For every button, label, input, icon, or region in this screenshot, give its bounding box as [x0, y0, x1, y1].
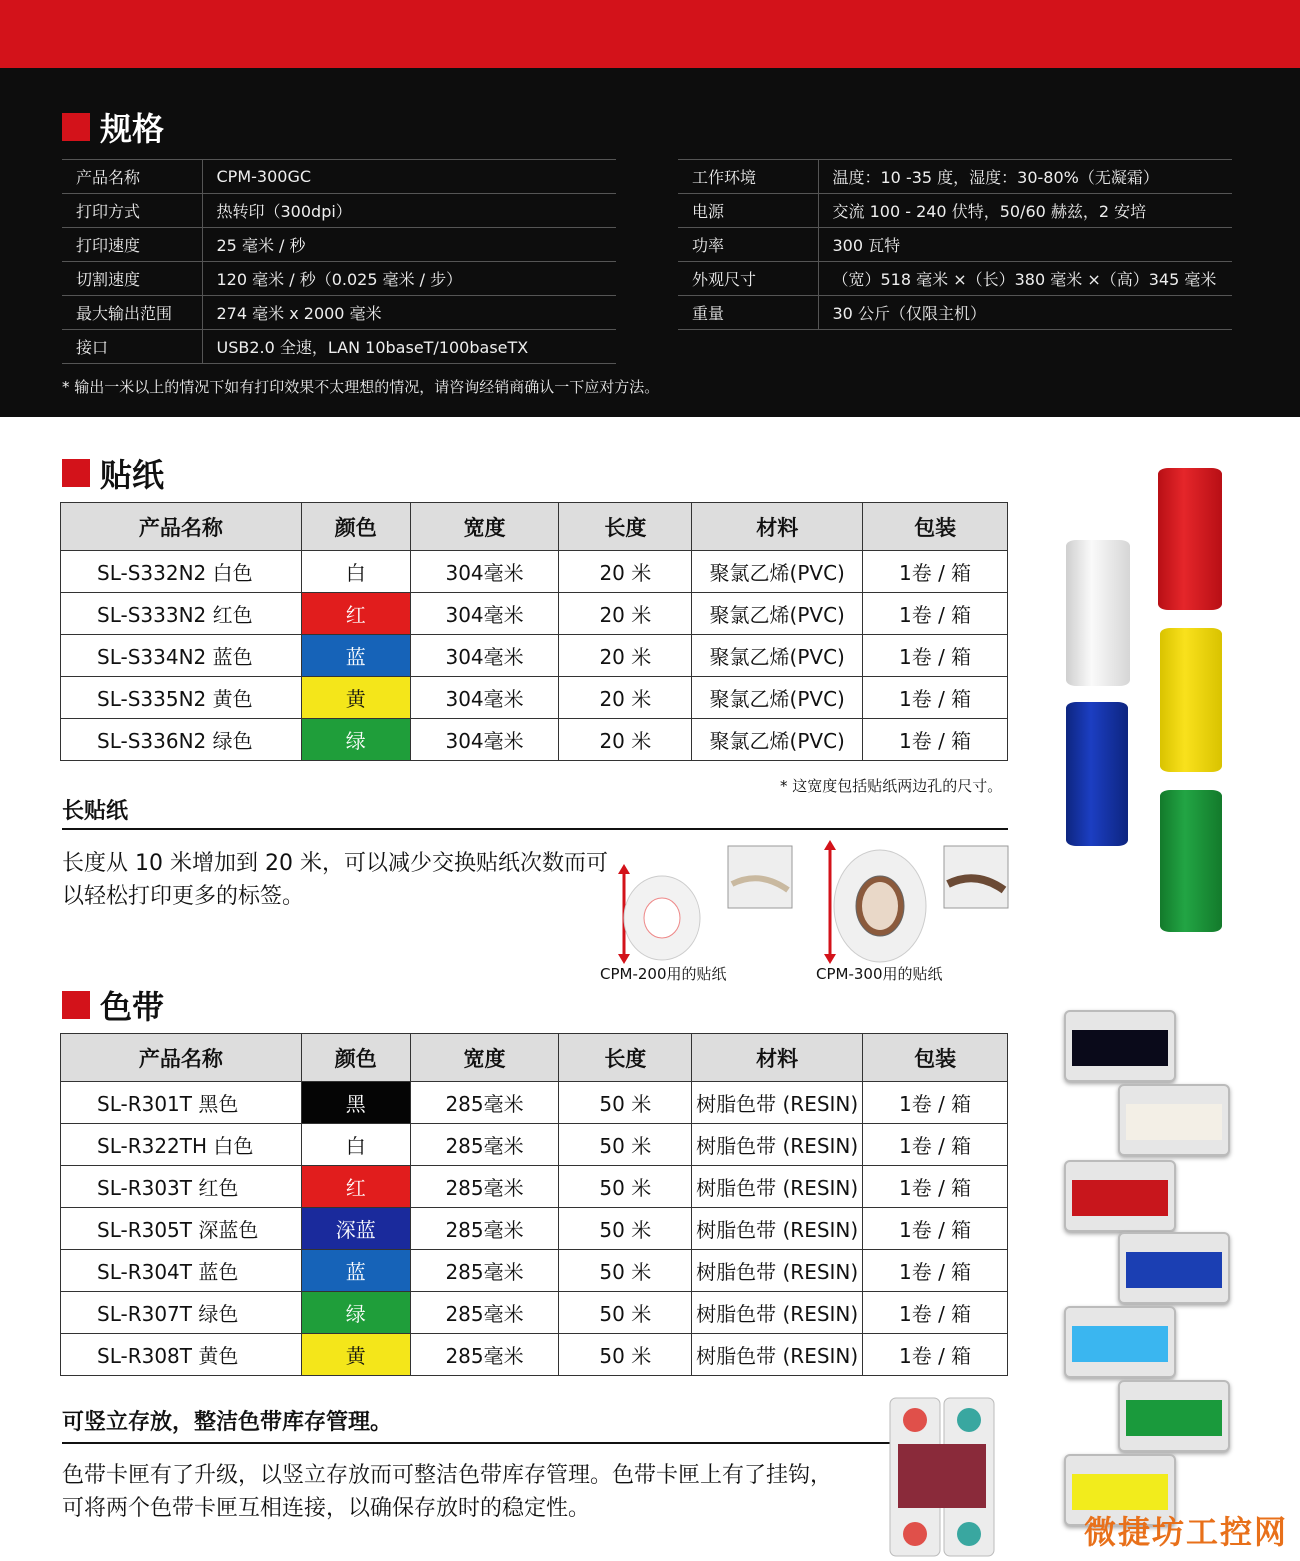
cell-length: 50 米 — [559, 1124, 692, 1166]
spec-label: 电源 — [678, 194, 818, 228]
spec-row — [678, 160, 1232, 194]
cell-name: SL-S335N2 黄色 — [61, 677, 302, 719]
cell-name: SL-R301T 黑色 — [61, 1082, 302, 1124]
cell-color: 红 — [301, 1166, 410, 1208]
watermark: 微捷坊工控网 — [1083, 1513, 1288, 1551]
stickers-heading — [62, 450, 164, 496]
cell-name: SL-R307T 绿色 — [61, 1292, 302, 1334]
cell-length: 50 米 — [559, 1250, 692, 1292]
storage-text: 色带卡匣有了升级，以竖立存放而可整洁色带库存管理。色带卡匣上有了挂钩，可将两个色带卡匣互相连接，以确保存放时的稳定性。 — [62, 1463, 833, 1521]
cell-material: 树脂色带 (RESIN) — [692, 1124, 863, 1166]
cell-width: 285毫米 — [410, 1208, 559, 1250]
stickers-table — [60, 502, 1008, 761]
white-ribbon-cartridge — [1118, 1084, 1230, 1156]
spec-row — [678, 262, 1232, 296]
table-row — [61, 1334, 1008, 1376]
spec-label: 外观尺寸 — [678, 262, 818, 296]
red-square-icon — [62, 991, 90, 1019]
spec-row — [62, 262, 616, 296]
arrow-up-icon — [618, 864, 630, 874]
table-row — [61, 593, 1008, 635]
cell-pack: 1卷 / 箱 — [863, 1292, 1008, 1334]
column-header: 长度 — [559, 1034, 692, 1082]
cell-pack: 1卷 / 箱 — [863, 593, 1008, 635]
cell-length: 20 米 — [559, 719, 692, 761]
spec-value: 274 毫米 x 2000 毫米 — [202, 296, 616, 330]
spec-value: CPM-300GC — [202, 160, 616, 194]
green-ribbon-cartridge — [1118, 1380, 1230, 1452]
cell-length: 20 米 — [559, 677, 692, 719]
ribbon-cassette-stand-illustration — [884, 1394, 1004, 1560]
spec-value: （宽）518 毫米 ×（长）380 毫米 ×（高）345 毫米 — [818, 262, 1232, 296]
column-header: 产品名称 — [61, 1034, 302, 1082]
cell-pack: 1卷 / 箱 — [863, 719, 1008, 761]
cell-width: 285毫米 — [410, 1082, 559, 1124]
specs-note: * 输出一米以上的情况下如有打印效果不太理想的情况，请咨询经销商确认一下应对方法。 — [62, 378, 660, 396]
spec-label: 打印方式 — [62, 194, 202, 228]
cell-length: 50 米 — [559, 1334, 692, 1376]
black-ribbon-cartridge — [1064, 1010, 1176, 1082]
spec-row — [62, 330, 616, 364]
cell-pack: 1卷 / 箱 — [863, 1334, 1008, 1376]
table-row — [61, 1208, 1008, 1250]
cell-color: 白 — [301, 551, 410, 593]
stickers-note: * 这宽度包括贴纸两边孔的尺寸。 — [780, 777, 1003, 795]
column-header: 包装 — [863, 503, 1008, 551]
blue-roll — [1066, 702, 1128, 846]
cell-name: SL-S332N2 白色 — [61, 551, 302, 593]
cell-length: 20 米 — [559, 593, 692, 635]
cell-pack: 1卷 / 箱 — [863, 1166, 1008, 1208]
cell-name: SL-R322TH 白色 — [61, 1124, 302, 1166]
cell-color: 绿 — [301, 1292, 410, 1334]
cell-name: SL-R305T 深蓝色 — [61, 1208, 302, 1250]
green-roll — [1160, 790, 1222, 932]
cell-width: 285毫米 — [410, 1124, 559, 1166]
column-header: 包装 — [863, 1034, 1008, 1082]
cell-width: 285毫米 — [410, 1166, 559, 1208]
navy-ribbon-cartridge — [1118, 1232, 1230, 1304]
white-roll — [1066, 540, 1130, 686]
cell-width: 304毫米 — [410, 551, 559, 593]
table-header-row — [61, 1034, 1008, 1082]
cell-material: 聚氯乙烯(PVC) — [692, 677, 863, 719]
red-square-icon — [62, 459, 90, 487]
spec-value: 120 毫米 / 秒（0.025 毫米 / 步） — [202, 262, 616, 296]
spec-row — [678, 228, 1232, 262]
spec-label: 打印速度 — [62, 228, 202, 262]
specs-heading — [62, 104, 164, 150]
ribbons-table — [60, 1033, 1008, 1376]
divider — [62, 1442, 908, 1444]
specs-title: 规格 — [100, 110, 165, 148]
cell-pack: 1卷 / 箱 — [863, 1250, 1008, 1292]
cell-material: 聚氯乙烯(PVC) — [692, 593, 863, 635]
cell-color: 黄 — [301, 1334, 410, 1376]
spec-row — [62, 160, 616, 194]
cell-color: 蓝 — [301, 635, 410, 677]
cell-name: SL-S336N2 绿色 — [61, 719, 302, 761]
cell-pack: 1卷 / 箱 — [863, 551, 1008, 593]
cell-pack: 1卷 / 箱 — [863, 635, 1008, 677]
cell-color: 绿 — [301, 719, 410, 761]
cell-color: 深蓝 — [301, 1208, 410, 1250]
column-header: 材料 — [692, 503, 863, 551]
red-roll — [1158, 468, 1222, 610]
spec-row — [62, 228, 616, 262]
cell-length: 50 米 — [559, 1292, 692, 1334]
red-square-icon — [62, 113, 90, 141]
table-header-row — [61, 503, 1008, 551]
cell-color: 红 — [301, 593, 410, 635]
table-row — [61, 1082, 1008, 1124]
cell-material: 树脂色带 (RESIN) — [692, 1250, 863, 1292]
cell-color: 黄 — [301, 677, 410, 719]
cell-pack: 1卷 / 箱 — [863, 1208, 1008, 1250]
cell-material: 树脂色带 (RESIN) — [692, 1082, 863, 1124]
blue-ribbon-cartridge — [1064, 1306, 1176, 1378]
spec-label: 接口 — [62, 330, 202, 364]
column-header: 颜色 — [301, 1034, 410, 1082]
column-header: 宽度 — [410, 1034, 559, 1082]
cell-pack: 1卷 / 箱 — [863, 1082, 1008, 1124]
cell-length: 50 米 — [559, 1166, 692, 1208]
table-row — [61, 1250, 1008, 1292]
cell-color: 白 — [301, 1124, 410, 1166]
table-row — [61, 719, 1008, 761]
cell-pack: 1卷 / 箱 — [863, 677, 1008, 719]
storage-heading: 可竖立存放，整洁色带库存管理。 — [62, 1410, 393, 1435]
long-sticker-text: 长度从 10 米增加到 20 米，可以减少交换贴纸次数而可以轻松打印更多的标签。 — [62, 851, 608, 909]
spec-value: 热转印（300dpi） — [202, 194, 616, 228]
spec-value: 温度：10 -35 度，湿度：30-80%（无凝霜） — [818, 160, 1232, 194]
cell-material: 聚氯乙烯(PVC) — [692, 635, 863, 677]
cell-name: SL-S334N2 蓝色 — [61, 635, 302, 677]
spec-label: 切割速度 — [62, 262, 202, 296]
cell-material: 树脂色带 (RESIN) — [692, 1208, 863, 1250]
spec-label: 功率 — [678, 228, 818, 262]
long-sticker-heading: 长贴纸 — [62, 799, 129, 824]
cell-width: 285毫米 — [410, 1292, 559, 1334]
spec-value: 交流 100 - 240 伏特，50/60 赫兹，2 安培 — [818, 194, 1232, 228]
divider — [62, 828, 1008, 830]
cell-name: SL-S333N2 红色 — [61, 593, 302, 635]
cpm200-caption: CPM-200用的贴纸 — [600, 965, 727, 983]
table-row — [61, 1292, 1008, 1334]
cell-width: 285毫米 — [410, 1334, 559, 1376]
cell-width: 285毫米 — [410, 1250, 559, 1292]
cell-length: 50 米 — [559, 1208, 692, 1250]
spec-value: USB2.0 全速，LAN 10baseT/100baseTX — [202, 330, 616, 364]
spec-value: 25 毫米 / 秒 — [202, 228, 616, 262]
spec-row — [62, 296, 616, 330]
table-row — [61, 1124, 1008, 1166]
cell-length: 20 米 — [559, 551, 692, 593]
cell-width: 304毫米 — [410, 635, 559, 677]
cell-width: 304毫米 — [410, 719, 559, 761]
cell-length: 50 米 — [559, 1082, 692, 1124]
cell-width: 304毫米 — [410, 677, 559, 719]
ribbons-heading — [62, 982, 164, 1028]
cell-name: SL-R303T 红色 — [61, 1166, 302, 1208]
spec-row — [62, 194, 616, 228]
spec-value: 30 公斤（仅限主机） — [818, 296, 1232, 330]
column-header: 长度 — [559, 503, 692, 551]
cell-color: 蓝 — [301, 1250, 410, 1292]
sticker-roll-illustrations — [600, 840, 1020, 965]
arrow-up-icon — [824, 840, 836, 850]
cell-name: SL-R308T 黄色 — [61, 1334, 302, 1376]
cell-name: SL-R304T 蓝色 — [61, 1250, 302, 1292]
spec-label: 产品名称 — [62, 160, 202, 194]
table-row — [61, 635, 1008, 677]
table-row — [61, 677, 1008, 719]
cpm300-caption: CPM-300用的贴纸 — [816, 965, 943, 983]
yellow-roll — [1160, 628, 1222, 772]
column-header: 颜色 — [301, 503, 410, 551]
table-row — [61, 1166, 1008, 1208]
cell-width: 304毫米 — [410, 593, 559, 635]
spec-row — [678, 296, 1232, 330]
ribbons-title: 色带 — [100, 988, 165, 1026]
stickers-title: 贴纸 — [100, 456, 165, 494]
cell-material: 聚氯乙烯(PVC) — [692, 551, 863, 593]
cell-color: 黑 — [301, 1082, 410, 1124]
specs-table-right — [678, 159, 1232, 330]
specs-table-left — [62, 159, 616, 364]
spec-label: 重量 — [678, 296, 818, 330]
spec-value: 300 瓦特 — [818, 228, 1232, 262]
table-row — [61, 551, 1008, 593]
spec-label: 工作环境 — [678, 160, 818, 194]
spec-row — [678, 194, 1232, 228]
cell-length: 20 米 — [559, 635, 692, 677]
spec-label: 最大输出范围 — [62, 296, 202, 330]
top-red-bar — [0, 0, 1300, 68]
column-header: 产品名称 — [61, 503, 302, 551]
column-header: 宽度 — [410, 503, 559, 551]
column-header: 材料 — [692, 1034, 863, 1082]
cell-material: 树脂色带 (RESIN) — [692, 1292, 863, 1334]
cell-material: 树脂色带 (RESIN) — [692, 1334, 863, 1376]
cell-material: 树脂色带 (RESIN) — [692, 1166, 863, 1208]
red-ribbon-cartridge — [1064, 1160, 1176, 1232]
cell-material: 聚氯乙烯(PVC) — [692, 719, 863, 761]
cell-pack: 1卷 / 箱 — [863, 1124, 1008, 1166]
